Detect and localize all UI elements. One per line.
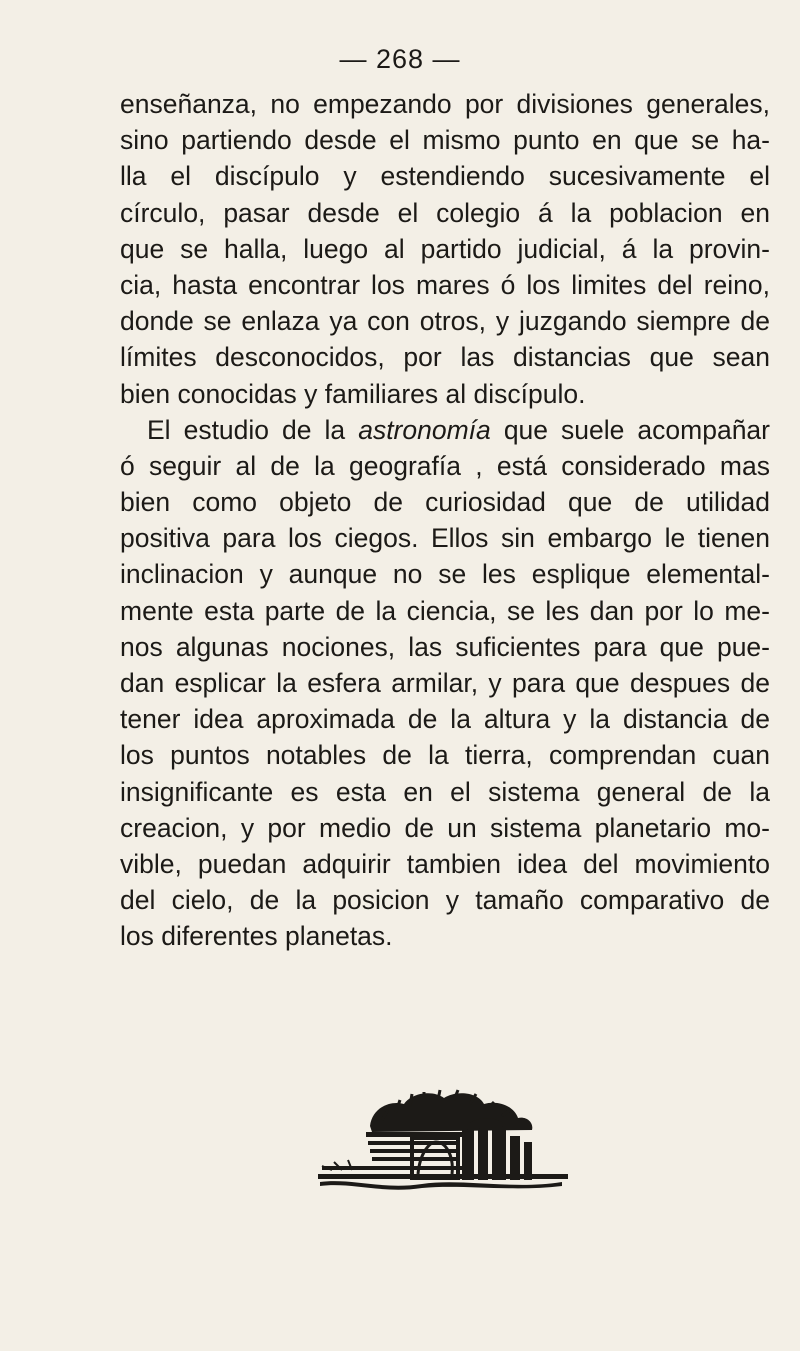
text-line: nos algunas nociones, las suficientes para que pue-: [120, 631, 770, 662]
text-line: que se halla, luego al partido judicial, á la provin-: [120, 233, 770, 264]
text-line: límites desconocidos, por las distancias que sean: [120, 342, 770, 373]
text-line: los diferentes planetas.: [120, 921, 393, 952]
body-text: [120, 86, 770, 955]
vignette-ornament-icon: [312, 1086, 574, 1190]
emphasized-term: astronomía: [358, 414, 491, 445]
text-line: cia, hasta encontrar los mares ó los limites del reino,: [120, 269, 770, 300]
text-line: inclinacion y aunque no se les esplique elemental-: [120, 559, 770, 590]
page-number: — 268 —: [339, 44, 461, 74]
text-line: círculo, pasar desde el colegio á la poblacion en: [120, 197, 770, 228]
text-line: sino partiendo desde el mismo punto en que se ha-: [120, 125, 770, 156]
text-line: bien como objeto de curiosidad que de utilidad: [120, 487, 770, 518]
text-line: ó seguir al de la geografía , está considerado mas: [120, 450, 770, 481]
text-line: los puntos notables de la tierra, comprendan cuan: [120, 740, 770, 771]
text-line: donde se enlaza ya con otros, y juzgando siempre de: [120, 306, 770, 337]
text-fragment: El estudio de la: [147, 414, 346, 445]
text-line: enseñanza, no empezando por divisiones generales,: [120, 89, 770, 119]
text-line: del cielo, de la posicion y tamaño comparativo de: [120, 885, 770, 916]
text-line: mente esta parte de la ciencia, se les dan por lo me-: [120, 595, 770, 626]
text-line: positiva para los ciegos. Ellos sin embargo le tienen: [120, 523, 770, 554]
text-line: bien conocidas y familiares al discípulo.: [120, 378, 586, 409]
text-line: insignificante es esta en el sistema general de la: [120, 776, 770, 807]
text-line: creacion, y por medio de un sistema planetario mo-: [120, 812, 770, 843]
text-line: vible, puedan adquirir tambien idea del movimiento: [120, 848, 770, 879]
paragraph-start-line: [120, 412, 770, 448]
text-line: dan esplicar la esfera armilar, y para que despues de: [120, 668, 770, 698]
text-line: lla el discípulo y estendiendo sucesivamente el: [120, 161, 770, 192]
text-line: tener idea aproximada de la altura y la distancia de: [120, 704, 770, 735]
text-fragment: que suele acompañar: [503, 414, 770, 445]
